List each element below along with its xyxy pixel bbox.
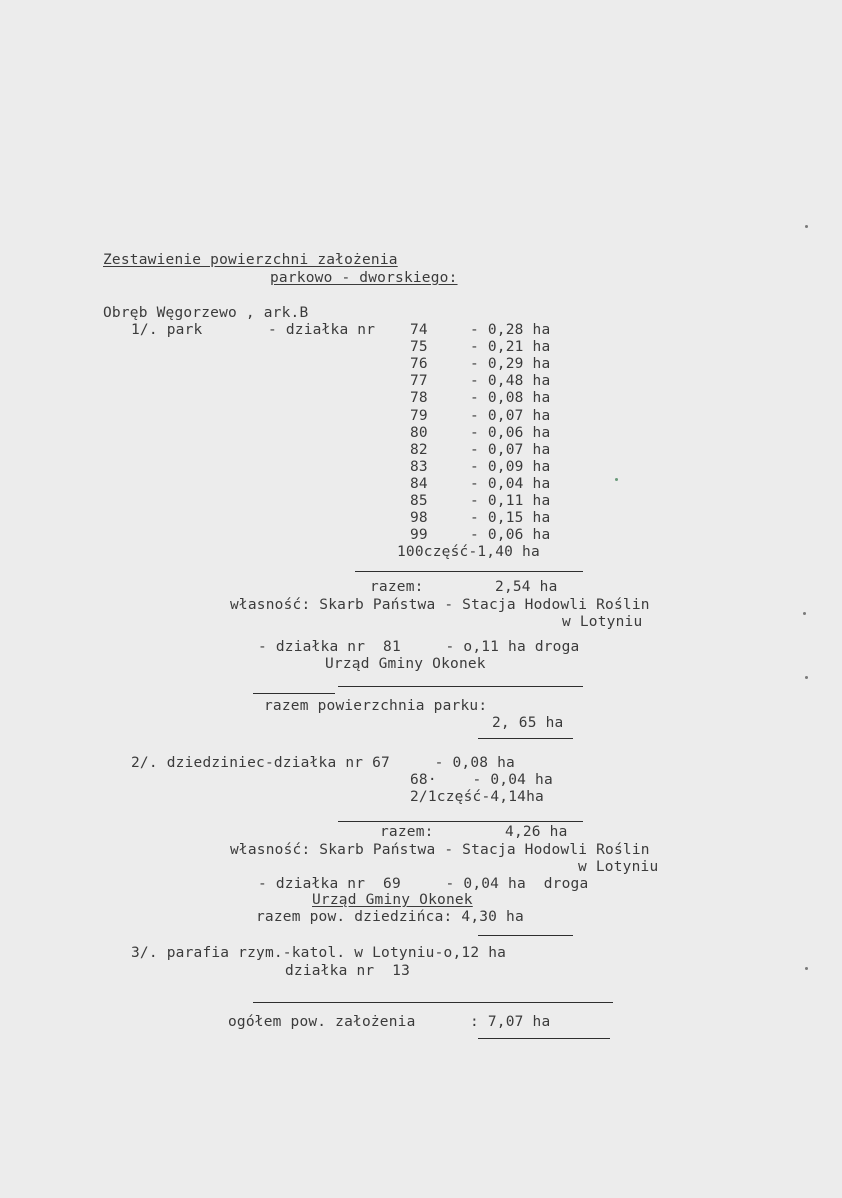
parcel-area: - 0,28 ha <box>470 322 551 338</box>
dziedziniec-razem: razem: 4,26 ha <box>380 824 568 840</box>
parcel-area: - 0,48 ha <box>470 373 551 390</box>
parafia-line-2: działka nr 13 <box>285 963 411 979</box>
parcel-number: 76 <box>410 356 428 373</box>
scan-speck <box>805 676 808 679</box>
rule <box>355 571 583 572</box>
parcel-number: 79 <box>410 407 428 424</box>
parcel-number: 84 <box>410 475 428 492</box>
obreb-line: Obręb Węgorzewo , ark.B <box>103 305 309 321</box>
rule <box>253 693 335 694</box>
dziedziniec-razem-pow: razem pow. dziedzińca: 4,30 ha <box>256 909 524 925</box>
rule <box>478 738 573 739</box>
parcel-number: 85 <box>410 493 428 509</box>
parcel-number: 74 <box>410 322 428 338</box>
parcel-area: - 0,07 ha <box>470 441 551 458</box>
park-razem: razem: 2,54 ha <box>370 579 558 595</box>
parcel-number: 78 <box>410 390 428 407</box>
park-dzialka-81: - działka nr 81 - o,11 ha droga <box>258 639 580 655</box>
park-urzad: Urząd Gminy Okonek <box>325 656 486 672</box>
parcel-number: 80 <box>410 424 428 441</box>
scan-speck <box>615 478 618 481</box>
rule <box>338 686 583 687</box>
park-razem-pow-label: razem powierzchnia parku: <box>264 698 488 714</box>
dziedziniec-line-3: 2/1część-4,14ha <box>410 789 544 805</box>
parcel-area: - 0,11 ha <box>470 493 551 509</box>
rule <box>478 1038 610 1039</box>
parcel-number: 83 <box>410 458 428 475</box>
parcel-number: 77 <box>410 373 428 390</box>
park-wlasnosc-2: w Lotyniu <box>562 614 643 630</box>
scan-speck <box>805 225 808 228</box>
dzialka-label: - działka nr <box>268 322 376 338</box>
parcel-area: - 0,21 ha <box>470 339 551 356</box>
total-value: : 7,07 ha <box>470 1014 551 1030</box>
parcel-area: - 0,07 ha <box>470 407 551 424</box>
dziedziniec-line-1: 2/. dziedziniec-działka nr 67 - 0,08 ha <box>131 755 515 771</box>
total-label: ogółem pow. założenia <box>228 1014 416 1030</box>
title-line-2: parkowo - dworskiego: <box>270 270 458 286</box>
rule <box>478 935 573 936</box>
parcel-number: 75 <box>410 339 428 356</box>
park-wlasnosc-1: własność: Skarb Państwa - Stacja Hodowli Roślin <box>230 597 650 613</box>
parcel-area: - 0,09 ha <box>470 458 551 475</box>
dziedziniec-wlasnosc-1: własność: Skarb Państwa - Stacja Hodowli Roślin <box>230 842 650 858</box>
parcel-area: - 0,15 ha <box>470 510 551 527</box>
scan-speck <box>803 612 806 615</box>
dziedziniec-dzialka-69: - działka nr 69 - 0,04 ha droga <box>258 876 589 892</box>
park-razem-pow-value: 2, 65 ha <box>492 715 564 731</box>
dziedziniec-line-2: 68· - 0,04 ha <box>410 772 553 788</box>
parcel-area: - 0,04 ha <box>470 475 551 492</box>
parcel-area: - 0,06 ha <box>470 424 551 441</box>
dziedziniec-wlasnosc-2: w Lotyniu <box>578 859 659 875</box>
park-label: 1/. park <box>131 322 203 338</box>
parcel-number: 98 <box>410 510 428 527</box>
parafia-line-1: 3/. parafia rzym.-katol. w Lotyniu-o,12 ha <box>131 945 507 961</box>
rule <box>253 1002 613 1003</box>
parcel-last: 100część-1,40 ha <box>397 544 540 560</box>
parcel-area: - 0,06 ha <box>470 527 551 544</box>
parcel-number: 82 <box>410 441 428 458</box>
rule <box>338 821 583 822</box>
parcel-area: - 0,29 ha <box>470 356 551 373</box>
parcel-number: 99 <box>410 527 428 544</box>
parcel-area: - 0,08 ha <box>470 390 551 407</box>
scan-speck <box>805 967 808 970</box>
title-line-1: Zestawienie powierzchni założenia <box>103 252 398 268</box>
dziedziniec-urzad: Urząd Gminy Okonek <box>312 892 473 908</box>
